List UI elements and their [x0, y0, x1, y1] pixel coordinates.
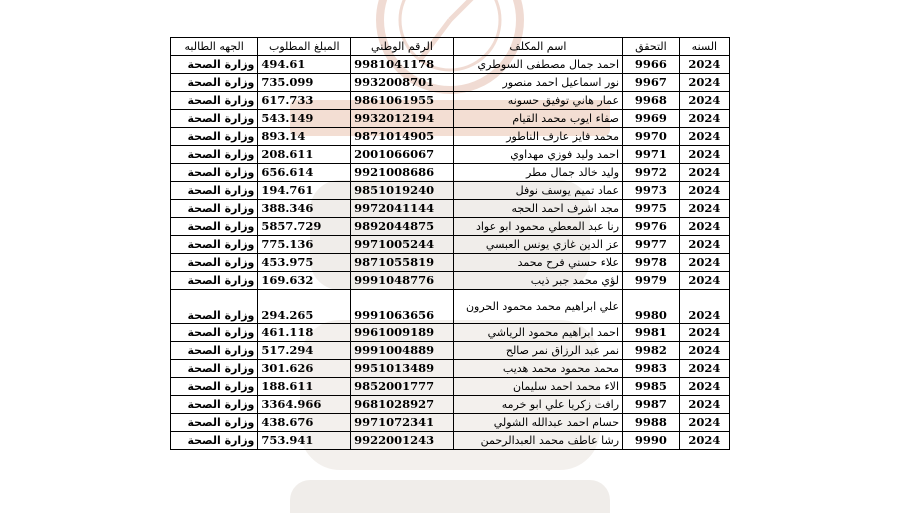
cell-year: 2024	[679, 218, 729, 236]
cell-department: وزارة الصحة	[171, 218, 258, 236]
cell-year: 2024	[679, 378, 729, 396]
cell-verification: 9987	[623, 396, 680, 414]
cell-verification: 9978	[623, 254, 680, 272]
cell-amount: 438.676	[258, 414, 351, 432]
cell-name: نمر عبد الرزاق نمر صالح	[453, 342, 622, 360]
cell-verification: 9983	[623, 360, 680, 378]
cell-department: وزارة الصحة	[171, 128, 258, 146]
table-row	[171, 378, 730, 396]
table-row	[171, 342, 730, 360]
table-row	[171, 272, 730, 290]
table-row	[171, 92, 730, 110]
cell-name: عز الدين غازي يونس العبسي	[453, 236, 622, 254]
cell-department: وزارة الصحة	[171, 236, 258, 254]
table-row	[171, 396, 730, 414]
cell-name: نور اسماعيل احمد منصور	[453, 74, 622, 92]
cell-department: وزارة الصحة	[171, 342, 258, 360]
cell-verification: 9980	[623, 290, 680, 324]
cell-verification: 9968	[623, 92, 680, 110]
cell-national-id: 9871055819	[351, 254, 454, 272]
cell-national-id: 9991048776	[351, 272, 454, 290]
cell-verification: 9977	[623, 236, 680, 254]
cell-amount: 893.14	[258, 128, 351, 146]
cell-verification: 9971	[623, 146, 680, 164]
cell-name: رشا عاطف محمد العبدالرحمن	[453, 432, 622, 450]
table-row	[171, 236, 730, 254]
cell-name: علاء حسني فرح محمد	[453, 254, 622, 272]
table-row	[171, 128, 730, 146]
cell-name: احمد ابراهيم محمود الرياشي	[453, 324, 622, 342]
cell-amount: 3364.966	[258, 396, 351, 414]
cell-name: رافت زكريا علي ابو خرمه	[453, 396, 622, 414]
header-department: الجهه الطالبه	[171, 38, 258, 56]
cell-name: احمد جمال مصطفى السوطري	[453, 56, 622, 74]
table-body	[171, 56, 730, 450]
cell-department: وزارة الصحة	[171, 74, 258, 92]
cell-national-id: 9971005244	[351, 236, 454, 254]
cell-name: حسام احمد عبدالله الشولي	[453, 414, 622, 432]
cell-name: صفاء ايوب محمد القيام	[453, 110, 622, 128]
cell-year: 2024	[679, 56, 729, 74]
cell-verification: 9970	[623, 128, 680, 146]
table-row	[171, 182, 730, 200]
cell-amount: 294.265	[258, 290, 351, 324]
cell-amount: 208.611	[258, 146, 351, 164]
cell-national-id: 9852001777	[351, 378, 454, 396]
cell-department: وزارة الصحة	[171, 200, 258, 218]
cell-verification: 9979	[623, 272, 680, 290]
cell-verification: 9985	[623, 378, 680, 396]
cell-name: مجد اشرف احمد الحجه	[453, 200, 622, 218]
fees-table	[170, 37, 730, 450]
cell-year: 2024	[679, 110, 729, 128]
cell-national-id: 9932008701	[351, 74, 454, 92]
cell-national-id: 9921008686	[351, 164, 454, 182]
cell-national-id: 9851019240	[351, 182, 454, 200]
cell-amount: 517.294	[258, 342, 351, 360]
cell-name: علي ابراهيم محمد محمود الحرون	[453, 290, 622, 324]
cell-amount: 775.136	[258, 236, 351, 254]
cell-amount: 301.626	[258, 360, 351, 378]
cell-year: 2024	[679, 396, 729, 414]
cell-year: 2024	[679, 146, 729, 164]
table-row	[171, 290, 730, 324]
cell-name: احمد وليد فوزي مهداوي	[453, 146, 622, 164]
table-row	[171, 254, 730, 272]
cell-amount: 194.761	[258, 182, 351, 200]
cell-year: 2024	[679, 164, 729, 182]
cell-name: محمد فايز عارف الناطور	[453, 128, 622, 146]
cell-name: الاء محمد احمد سليمان	[453, 378, 622, 396]
cell-national-id: 9922001243	[351, 432, 454, 450]
cell-department: وزارة الصحة	[171, 290, 258, 324]
table-header-row	[171, 38, 730, 56]
cell-amount: 453.975	[258, 254, 351, 272]
table-row	[171, 110, 730, 128]
cell-amount: 461.118	[258, 324, 351, 342]
cell-department: وزارة الصحة	[171, 92, 258, 110]
cell-department: وزارة الصحة	[171, 182, 258, 200]
cell-name: عمار هاني توفيق حسونه	[453, 92, 622, 110]
cell-national-id: 2001066067	[351, 146, 454, 164]
cell-year: 2024	[679, 200, 729, 218]
table-row	[171, 146, 730, 164]
cell-department: وزارة الصحة	[171, 432, 258, 450]
cell-national-id: 9971072341	[351, 414, 454, 432]
cell-year: 2024	[679, 290, 729, 324]
cell-department: وزارة الصحة	[171, 378, 258, 396]
cell-verification: 9990	[623, 432, 680, 450]
cell-year: 2024	[679, 432, 729, 450]
cell-name: وليد خالد جمال مطر	[453, 164, 622, 182]
cell-department: وزارة الصحة	[171, 272, 258, 290]
table-row	[171, 56, 730, 74]
cell-department: وزارة الصحة	[171, 254, 258, 272]
table-row	[171, 432, 730, 450]
cell-department: وزارة الصحة	[171, 146, 258, 164]
cell-amount: 169.632	[258, 272, 351, 290]
cell-year: 2024	[679, 360, 729, 378]
header-verification: التحقق	[623, 38, 680, 56]
cell-amount: 5857.729	[258, 218, 351, 236]
cell-national-id: 9681028927	[351, 396, 454, 414]
cell-year: 2024	[679, 128, 729, 146]
header-name: اسم المكلف	[453, 38, 622, 56]
cell-department: وزارة الصحة	[171, 360, 258, 378]
table-row	[171, 164, 730, 182]
cell-amount: 494.61	[258, 56, 351, 74]
cell-department: وزارة الصحة	[171, 164, 258, 182]
cell-verification: 9969	[623, 110, 680, 128]
cell-name: عماد تميم يوسف نوفل	[453, 182, 622, 200]
cell-amount: 188.611	[258, 378, 351, 396]
cell-national-id: 9961009189	[351, 324, 454, 342]
table-row	[171, 324, 730, 342]
cell-national-id: 9871014905	[351, 128, 454, 146]
cell-national-id: 9951013489	[351, 360, 454, 378]
cell-amount: 617.733	[258, 92, 351, 110]
cell-year: 2024	[679, 254, 729, 272]
cell-year: 2024	[679, 74, 729, 92]
cell-year: 2024	[679, 92, 729, 110]
cell-amount: 543.149	[258, 110, 351, 128]
cell-department: وزارة الصحة	[171, 414, 258, 432]
cell-national-id: 9932012194	[351, 110, 454, 128]
cell-verification: 9975	[623, 200, 680, 218]
cell-amount: 735.099	[258, 74, 351, 92]
cell-national-id: 9972041144	[351, 200, 454, 218]
table-row	[171, 360, 730, 378]
cell-year: 2024	[679, 414, 729, 432]
table-row	[171, 74, 730, 92]
cell-amount: 388.346	[258, 200, 351, 218]
cell-department: وزارة الصحة	[171, 110, 258, 128]
cell-national-id: 9861061955	[351, 92, 454, 110]
cell-verification: 9981	[623, 324, 680, 342]
cell-verification: 9988	[623, 414, 680, 432]
table-row	[171, 414, 730, 432]
table-row	[171, 218, 730, 236]
cell-department: وزارة الصحة	[171, 56, 258, 74]
cell-amount: 656.614	[258, 164, 351, 182]
cell-verification: 9973	[623, 182, 680, 200]
cell-name: رنا عبد المعطي محمود ابو عواد	[453, 218, 622, 236]
cell-year: 2024	[679, 324, 729, 342]
cell-year: 2024	[679, 182, 729, 200]
cell-amount: 753.941	[258, 432, 351, 450]
cell-verification: 9982	[623, 342, 680, 360]
header-year: السنه	[679, 38, 729, 56]
cell-verification: 9972	[623, 164, 680, 182]
cell-department: وزارة الصحة	[171, 324, 258, 342]
cell-verification: 9966	[623, 56, 680, 74]
cell-verification: 9976	[623, 218, 680, 236]
cell-national-id: 9892044875	[351, 218, 454, 236]
cell-year: 2024	[679, 272, 729, 290]
cell-name: محمد محمود محمد هديب	[453, 360, 622, 378]
cell-national-id: 9991063656	[351, 290, 454, 324]
cell-national-id: 9991004889	[351, 342, 454, 360]
header-national-id: الرقم الوطني	[351, 38, 454, 56]
cell-national-id: 9981041178	[351, 56, 454, 74]
table-row	[171, 200, 730, 218]
header-amount: المبلغ المطلوب	[258, 38, 351, 56]
cell-verification: 9967	[623, 74, 680, 92]
cell-year: 2024	[679, 236, 729, 254]
cell-name: لؤي محمد جبر ذيب	[453, 272, 622, 290]
cell-year: 2024	[679, 342, 729, 360]
cell-department: وزارة الصحة	[171, 396, 258, 414]
